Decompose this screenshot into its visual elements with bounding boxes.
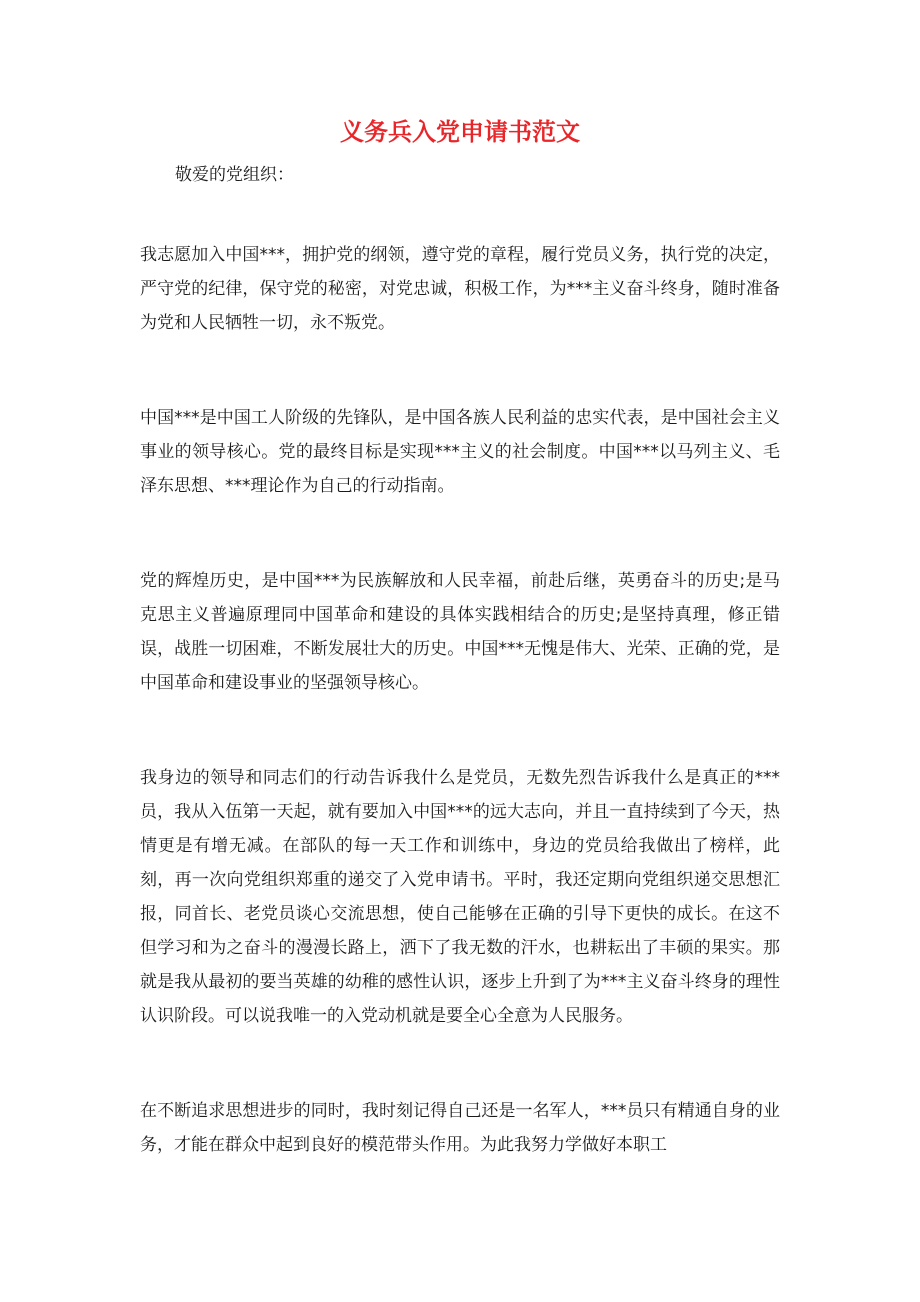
- paragraph-4: 我身边的领导和同志们的行动告诉我什么是党员，无数先烈告诉我什么是真正的***员，我从入伍第一天起，就有要加入中国***的远大志向，并且一直持续到了今天，热情更是有增无减。在部队的每一天工作和训练中，身边的党员给我做出了榜样，此刻，再一次向党组织郑重的递交了入党申请书。平时，我还定期向党组织递交思想汇报，同首长、老党员谈心交流思想，使自己能够在正确的引导下更快的成长。在这不但学习和为之奋斗的漫漫长路上，洒下了我无数的汗水，也耕耘出了丰硕的果实。那就是我从最初的要当英雄的幼稚的感性认识，逐步上升到了为***主义奋斗终身的理性认识阶段。可以说我唯一的入党动机就是要全心全意为人民服务。: [140, 768, 780, 1026]
- document-body: [140, 238, 780, 1223]
- paragraph-3: 党的辉煌历史，是中国***为民族解放和人民幸福，前赴后继，英勇奋斗的历史;是马克思主义普遍原理同中国革命和建设的具体实践相结合的历史;是坚持真理，修正错误，战胜一切困难，不断发展壮大的历史。中国***无愧是伟大、光荣、正确的党，是中国革命和建设事业的坚强领导核心。: [140, 571, 780, 693]
- paragraph-5: 在不断追求思想进步的同时，我时刻记得自己还是一名军人，***员只有精通自身的业务，才能在群众中起到良好的模范带头作用。为此我努力学做好本职工: [140, 1101, 780, 1155]
- paragraph-1: 我志愿加入中国***，拥护党的纲领，遵守党的章程，履行党员义务，执行党的决定，严守党的纪律，保守党的秘密，对党忠诚，积极工作，为***主义奋斗终身，随时准备为党和人民牺牲一切，永不叛党。: [140, 245, 780, 333]
- document-title: 义务兵入党申请书范文: [340, 118, 580, 146]
- paragraph-2: 中国***是中国工人阶级的先锋队，是中国各族人民利益的忠实代表，是中国社会主义事业的领导核心。党的最终目标是实现***主义的社会制度。中国***以马列主义、毛泽东思想、***理论作为自己的行动指南。: [140, 408, 780, 496]
- salutation: 敬爱的党组织：: [175, 165, 294, 185]
